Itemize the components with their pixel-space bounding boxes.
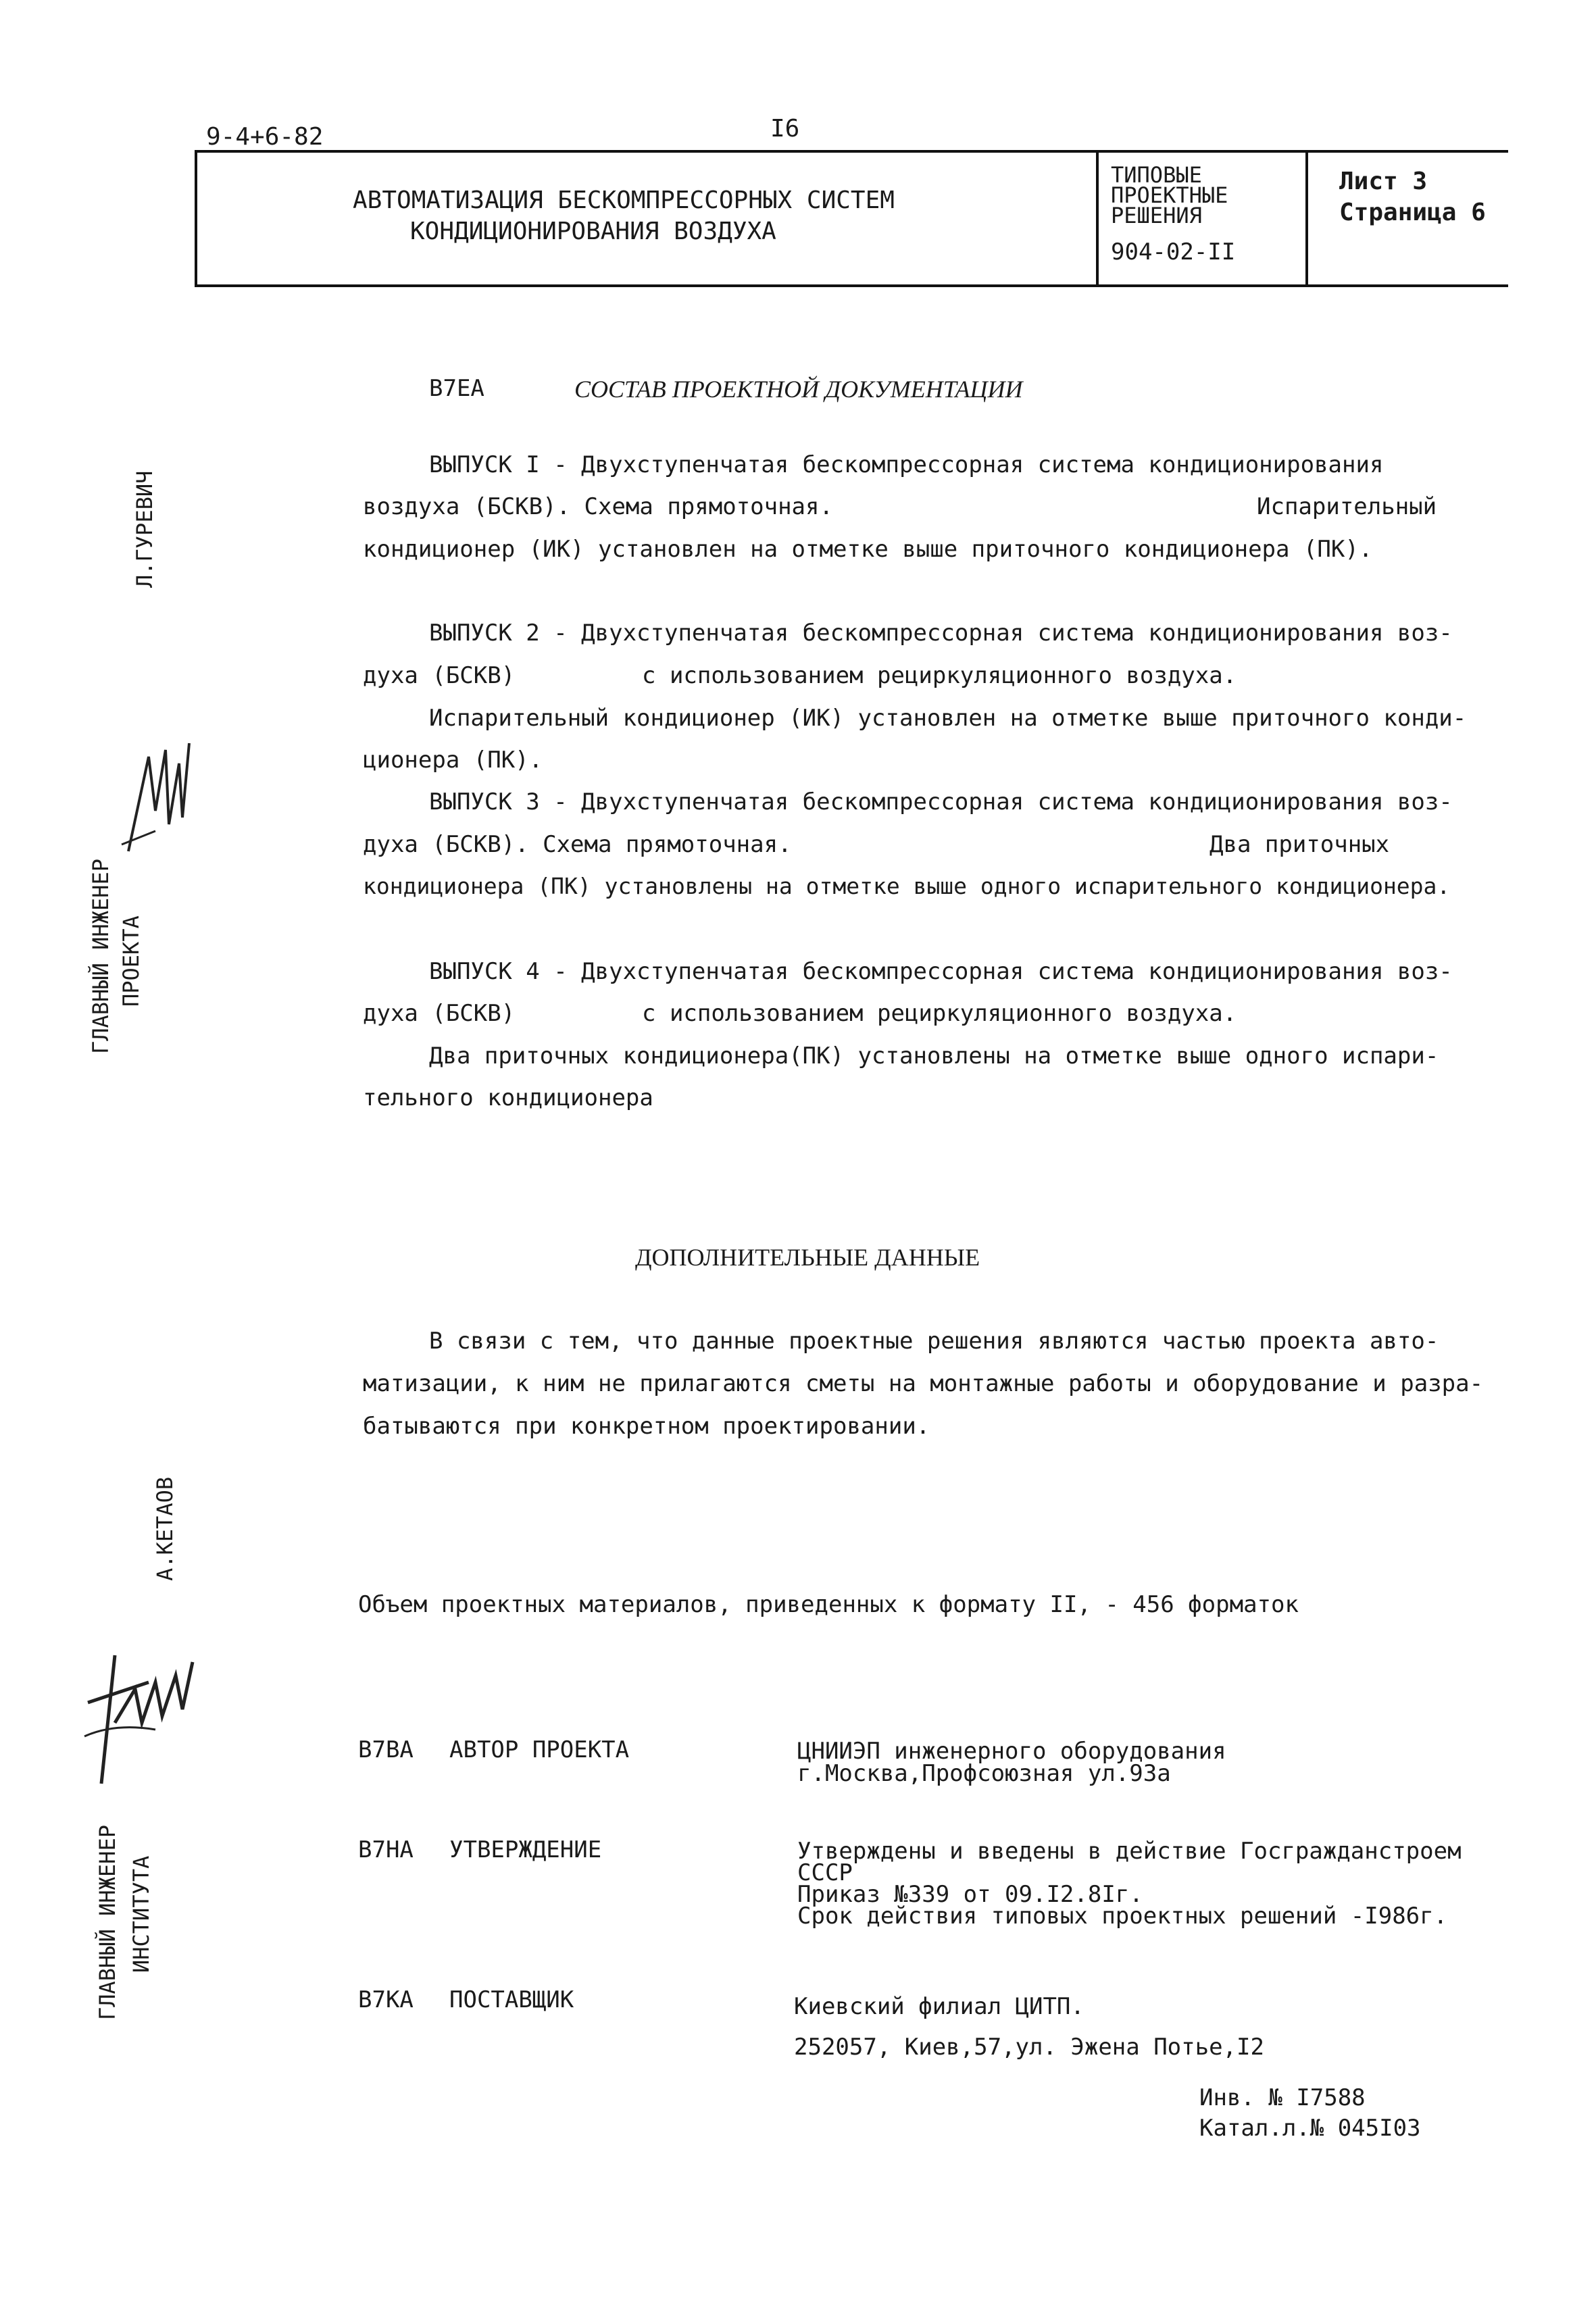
- margin-role-1-line-1: ГЛАВНЫЙ ИНЖЕНЕР: [88, 859, 114, 1054]
- title-line-1: АВТОМАТИЗАЦИЯ БЕСКОМПРЕССОРНЫХ СИСТЕМ: [353, 186, 895, 214]
- divider: [1096, 153, 1099, 284]
- text-line: духа (БСКВ): [363, 662, 516, 689]
- supplier-org: Киевский филиал ЦИТП.: [794, 1993, 1084, 2020]
- author-org: ЦНИИЭП инженерного оборудования: [797, 1738, 1226, 1765]
- sheet-number: Лист 3: [1339, 168, 1428, 195]
- title-line-2: КОНДИЦИОНИРОВАНИЯ ВОЗДУХА: [410, 218, 776, 245]
- author-address: г.Москва,Профсоюзная ул.93а: [797, 1760, 1171, 1787]
- text-line: с использованием рециркуляционного воздуха.: [642, 662, 1237, 689]
- signature-1: [115, 730, 196, 865]
- document-code: 9-4+6-82: [206, 123, 324, 151]
- text-line: Два приточных: [1210, 831, 1390, 858]
- text-line: Испарительный кондиционер (ИК) установлен на отметке выше приточного конди-: [429, 705, 1467, 732]
- divider: [1305, 153, 1308, 284]
- approval-code: В7НА: [358, 1836, 414, 1863]
- approval-validity: Срок действия типовых проектных решений -I986г.: [797, 1903, 1448, 1930]
- text-line: кондиционера (ПК) установлены на отметке выше одного испарительного кондиционера.: [363, 873, 1451, 899]
- text-line: с использованием рециркуляционного воздуха.: [642, 1000, 1237, 1027]
- signature-2: [74, 1642, 196, 1797]
- margin-person-2: А.КЕТАОВ: [152, 1476, 178, 1581]
- margin-role-2-line-2: ИНСТИТУТА: [128, 1855, 154, 1973]
- approval-line: Утверждены и введены в действие Госгражданстроем: [797, 1838, 1462, 1865]
- typical-solutions-label: ТИПОВЫЕ ПРОЕКТНЫЕ РЕШЕНИЯ: [1111, 162, 1228, 228]
- catalog-number: Катал.л.№ 045I03: [1199, 2115, 1421, 2142]
- supplier-label: ПОСТАВЩИК: [449, 1986, 574, 2013]
- text-line: ВЫПУСК 2 - Двухступенчатая бескомпрессорная система кондиционирования воз-: [429, 620, 1453, 647]
- section-code: В7ЕА: [429, 375, 484, 402]
- text-line: матизации, к ним не прилагаются сметы на монтажные работы и оборудование и разра-: [363, 1370, 1484, 1397]
- text-line: ционера (ПК).: [363, 747, 543, 774]
- series-code: 904-02-II: [1111, 238, 1236, 266]
- approval-order: Приказ №339 от 09.I2.8Iг.: [797, 1881, 1143, 1908]
- text-line: кондиционер (ИК) установлен на отметке выше приточного кондиционера (ПК).: [363, 536, 1373, 563]
- text-line: ВЫПУСК 3 - Двухступенчатая бескомпрессорная система кондиционирования воз-: [429, 788, 1453, 815]
- text-line: В связи с тем, что данные проектные решения являются частью проекта авто-: [429, 1328, 1439, 1355]
- volume-note: Объем проектных материалов, приведенных к формату II, - 456 форматок: [358, 1591, 1299, 1618]
- approval-line: СССР: [797, 1859, 853, 1886]
- page-label: Страница 6: [1339, 199, 1486, 226]
- title-block: [195, 150, 1508, 287]
- text-line: духа (БСКВ): [363, 1000, 516, 1027]
- margin-role-1-line-2: ПРОЕКТА: [118, 915, 144, 1007]
- margin-person-1: Л.ГУРЕВИЧ: [132, 470, 157, 588]
- text-line: ВЫПУСК I - Двухступенчатая бескомпрессорная система кондиционирования: [429, 451, 1384, 478]
- text-line: духа (БСКВ). Схема прямоточная.: [363, 831, 792, 858]
- text-line: Два приточных кондиционера(ПК) установлены на отметке выше одного испари-: [429, 1042, 1439, 1070]
- text-line: Испарительный: [1257, 493, 1437, 520]
- margin-role-2-line-1: ГЛАВНЫЙ ИНЖЕНЕР: [95, 1825, 120, 2020]
- author-label: АВТОР ПРОЕКТА: [449, 1736, 630, 1763]
- supplier-address: 252057, Киев,57,ул. Эжена Потье,I2: [794, 2034, 1264, 2061]
- author-code: В7ВА: [358, 1736, 414, 1763]
- supplier-code: В7КА: [358, 1986, 414, 2013]
- page-number: I6: [770, 115, 800, 143]
- text-line: батываются при конкретном проектировании.: [363, 1413, 930, 1440]
- text-line: воздуха (БСКВ). Схема прямоточная.: [363, 493, 833, 520]
- text-line: тельного кондиционера: [363, 1084, 653, 1111]
- approval-label: УТВЕРЖДЕНИЕ: [449, 1836, 602, 1863]
- inventory-number: Инв. № I7588: [1199, 2084, 1366, 2111]
- additional-heading: ДОПОЛНИТЕЛЬНЫЕ ДАННЫЕ: [635, 1244, 980, 1271]
- section-heading: СОСТАВ ПРОЕКТНОЙ ДОКУМЕНТАЦИИ: [574, 376, 1023, 403]
- text-line: ВЫПУСК 4 - Двухступенчатая бескомпрессорная система кондиционирования воз-: [429, 958, 1453, 985]
